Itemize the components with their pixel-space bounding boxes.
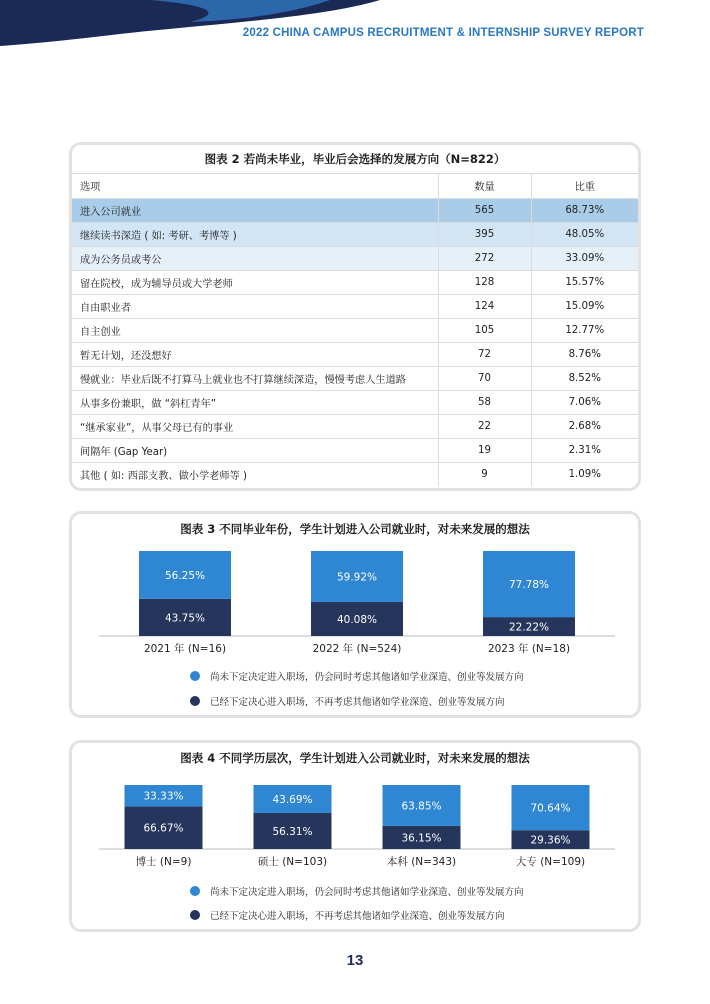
column-header-option: 选项	[72, 174, 438, 198]
cell-count: 128	[438, 270, 531, 294]
data-label-decided: 40.08%	[336, 613, 378, 626]
data-label-undecided: 43.69%	[272, 793, 313, 806]
cell-count: 58	[438, 390, 531, 414]
category-label: 硕士 (N=103)	[257, 856, 328, 868]
cell-option: 其他 ( 如: 西部支教、做小学老师等 )	[80, 470, 247, 482]
chart-card-year	[69, 511, 641, 718]
table-header-row	[72, 174, 638, 198]
page-number: 13	[346, 952, 364, 969]
cell-count: 70	[438, 366, 531, 390]
report-header-title: 2022 CHINA CAMPUS RECRUITMENT & INTERNSHIP SURVEY REPORT	[242, 27, 644, 39]
cell-option: 留在院校，成为辅导员或大学老师	[72, 270, 438, 294]
cell-pct: 48.05%	[531, 222, 638, 246]
legend-label: 尚未下定决定进入职场，仍会同时考虑其他诸如学业深造、创业等发展方向	[210, 672, 524, 683]
cell-option: 进入公司就业	[72, 198, 438, 222]
data-label-undecided: 56.25%	[164, 569, 206, 582]
survey-table	[72, 174, 638, 486]
cell-option: 慢就业：毕业后既不打算马上就业也不打算继续深造，慢慢考虑人生道路	[72, 366, 438, 390]
legend-item	[190, 884, 524, 898]
data-label-decided: 22.22%	[508, 621, 550, 634]
cell-count: 124	[438, 294, 531, 318]
cell-count: 565	[438, 198, 531, 222]
category-label: 本科 (N=343)	[386, 856, 457, 868]
cell-pct: 33.09%	[531, 246, 638, 270]
cell-pct: 12.77%	[531, 318, 638, 342]
table-row	[72, 198, 638, 222]
category-label: 2022 年 (N=524)	[312, 643, 402, 654]
cell-count: 22	[438, 414, 531, 438]
table-row	[72, 294, 638, 318]
cell-option: 暂无计划，还没想好	[72, 342, 438, 366]
data-label-decided: 36.15%	[401, 832, 442, 845]
table-row	[72, 462, 638, 486]
table-row	[72, 222, 638, 246]
legend-dot-icon	[190, 696, 200, 706]
category-label: 博士 (N=9)	[135, 856, 192, 868]
table-card	[69, 142, 641, 491]
stacked-bar-chart-education	[72, 773, 638, 873]
table-row	[72, 270, 638, 294]
legend-item	[190, 908, 505, 922]
data-label-undecided: 70.64%	[530, 802, 571, 815]
category-label: 2023 年 (N=18)	[487, 643, 571, 654]
table-row	[72, 246, 638, 270]
legend-dot-icon	[190, 910, 200, 920]
table-row	[72, 414, 638, 438]
table-row	[72, 366, 638, 390]
column-header-pct: 比重	[531, 174, 638, 198]
data-label-undecided: 59.92%	[336, 571, 378, 584]
data-label-undecided: 77.78%	[508, 579, 550, 592]
cell-option: 从事多份兼职，做 “斜杠青年”	[72, 390, 438, 414]
cell-option: 间隔年 (Gap Year)	[72, 438, 438, 462]
cell-option: 自由职业者	[72, 294, 438, 318]
cell-count: 19	[438, 438, 531, 462]
legend-label: 已经下定决心进入职场，不再考虑其他诸如学业深造、创业等发展方向	[210, 911, 505, 922]
cell-pct: 7.06%	[531, 390, 638, 414]
cell-option: 自主创业	[72, 318, 438, 342]
cell-count: 395	[438, 222, 531, 246]
cell-pct: 8.76%	[531, 342, 638, 366]
cell-pct: 8.52%	[531, 366, 638, 390]
chart-title: 图表 4 不同学历层次，学生计划进入公司就业时，对未来发展的想法	[180, 751, 530, 765]
data-label-decided: 43.75%	[164, 612, 206, 625]
legend-label: 尚未下定决定进入职场，仍会同时考虑其他诸如学业深造、创业等发展方向	[210, 887, 524, 898]
cell-count: 72	[438, 342, 531, 366]
data-label-decided: 56.31%	[272, 825, 313, 838]
data-label-decided: 29.36%	[530, 834, 571, 847]
cell-pct: 68.73%	[531, 198, 638, 222]
data-label-decided: 66.67%	[143, 822, 184, 835]
legend-label: 已经下定决心进入职场，不再考虑其他诸如学业深造、创业等发展方向	[210, 697, 505, 708]
legend-item	[190, 669, 524, 683]
cell-count: 272	[438, 246, 531, 270]
table-row	[72, 318, 638, 342]
category-label: 2021 年 (N=16)	[143, 643, 227, 654]
table-title: 图表 2 若尚未毕业，毕业后会选择的发展方向（N=822）	[72, 145, 638, 174]
table-row	[72, 390, 638, 414]
cell-pct: 1.09%	[531, 462, 638, 486]
cell-pct: 15.09%	[531, 294, 638, 318]
table-row	[72, 438, 638, 462]
cell-option: 继续读书深造 ( 如: 考研、考博等 )	[72, 222, 438, 246]
chart-title: 图表 3 不同毕业年份，学生计划进入公司就业时，对未来发展的想法	[180, 522, 530, 536]
data-label-undecided: 33.33%	[143, 790, 184, 803]
table-row	[72, 342, 638, 366]
legend-dot-icon	[190, 671, 200, 681]
cell-pct: 2.68%	[531, 414, 638, 438]
cell-pct: 15.57%	[531, 270, 638, 294]
cell-pct: 2.31%	[531, 438, 638, 462]
legend-dot-icon	[190, 886, 200, 896]
legend-item	[190, 694, 505, 708]
column-header-count: 数量	[438, 174, 531, 198]
cell-option: “继承家业”，从事父母已有的事业	[72, 414, 438, 438]
data-label-undecided: 63.85%	[401, 800, 442, 813]
cell-count: 105	[438, 318, 531, 342]
cell-option: 成为公务员或考公	[72, 246, 438, 270]
cell-count: 9	[438, 462, 531, 486]
chart-card-education	[69, 740, 641, 932]
stacked-bar-chart-year	[72, 544, 638, 654]
category-label: 大专 (N=109)	[515, 856, 586, 868]
